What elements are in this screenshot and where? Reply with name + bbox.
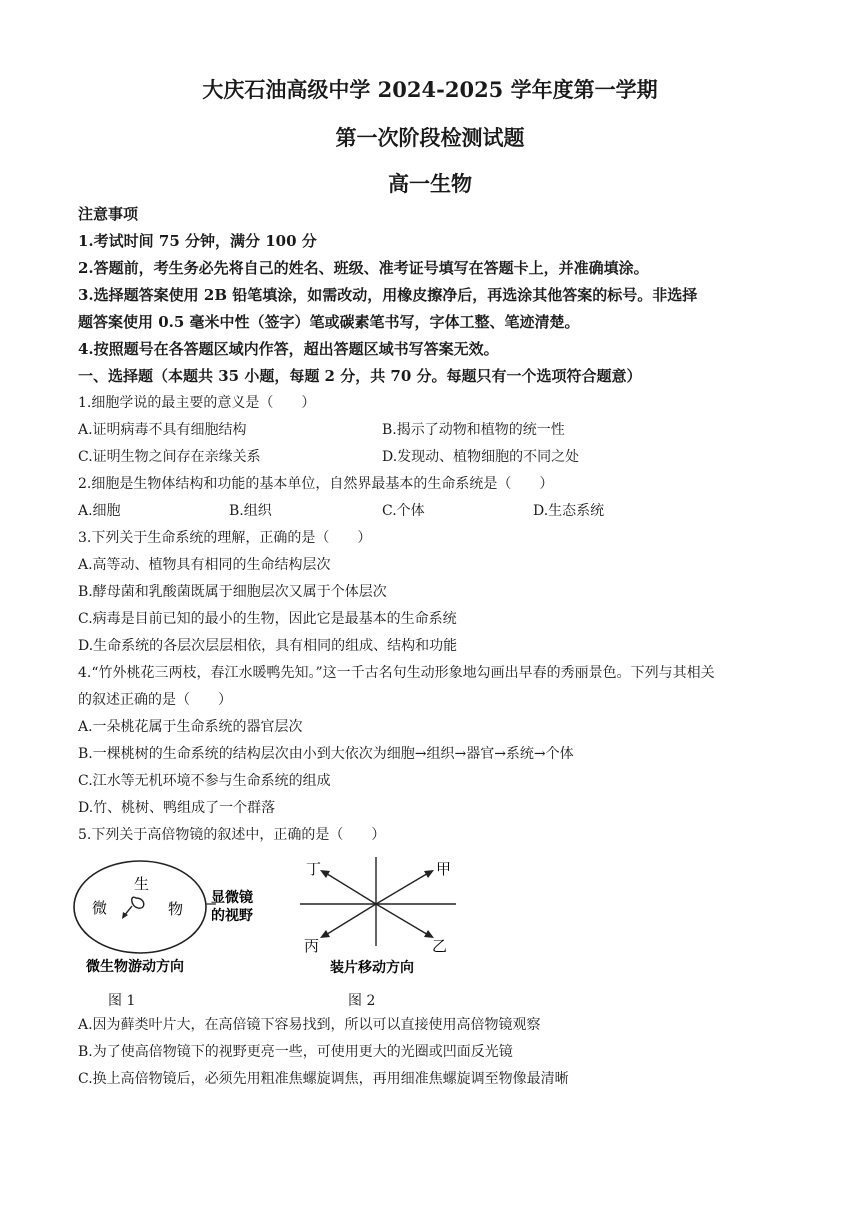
microorganism-shape xyxy=(132,897,144,908)
fig1-caption: 微生物游动方向 xyxy=(86,959,184,975)
arrow-bing xyxy=(324,904,376,936)
q2-option-a: A.细胞 xyxy=(78,503,121,519)
label-yi: 乙 xyxy=(432,937,448,955)
note-item: 题答案使用 0.5 毫米中性（签字）笔或碳素笔书写，字体工整、笔迹清楚。 xyxy=(78,313,580,331)
q1-option-a: A.证明病毒不具有细胞结构 xyxy=(78,422,247,438)
q4-option-c: C.江水等无机环境不参与生命系统的组成 xyxy=(78,773,331,789)
label-ding: 丁 xyxy=(306,860,322,878)
question-3-stem: 3.下列关于生命系统的理解，正确的是（ ） xyxy=(78,530,372,546)
note-item: 2.答题前，考生务必先将自己的姓名、班级、准考证号填写在答题卡上，并准确填涂。 xyxy=(78,259,649,277)
arrow-jia xyxy=(376,872,430,904)
figure-1-label: 图 1 xyxy=(108,993,136,1009)
figure-2-label: 图 2 xyxy=(348,993,376,1009)
figure-2-slide-direction xyxy=(290,852,470,978)
fig1-char-3: 物 xyxy=(168,900,184,918)
fig1-side-label-1: 显微镜 xyxy=(211,890,253,906)
exam-subtitle: 第一次阶段检测试题 xyxy=(335,125,525,150)
fig1-side-label-2: 的视野 xyxy=(211,908,253,924)
q5-option-c: C.换上高倍物镜后，必须先用粗准焦螺旋调焦，再用细准焦螺旋调至物像最清晰 xyxy=(78,1071,569,1087)
arrow-ding xyxy=(324,872,376,904)
note-item: 3.选择题答案使用 2B 铅笔填涂，如需改动，用橡皮擦净后，再选涂其他答案的标号。非选择 xyxy=(78,286,698,304)
fig1-char-2: 微 xyxy=(92,899,108,917)
q1-option-d: D.发现动、植物细胞的不同之处 xyxy=(382,449,580,465)
arrow-yi xyxy=(376,904,430,936)
notes-heading: 注意事项 xyxy=(78,205,139,223)
question-5-stem: 5.下列关于高倍物镜的叙述中，正确的是（ ） xyxy=(78,827,386,843)
q1-option-b: B.揭示了动物和植物的统一性 xyxy=(382,422,565,438)
label-bing: 丙 xyxy=(304,937,320,955)
q3-option-d: D.生命系统的各层次层层相依，具有相同的组成、结构和功能 xyxy=(78,638,458,654)
figure-1-microscope-field xyxy=(70,858,270,978)
q4-option-a: A.一朵桃花属于生命系统的器官层次 xyxy=(78,719,303,735)
question-1-stem: 1.细胞学说的最主要的意义是（ ） xyxy=(78,395,316,411)
q5-option-b: B.为了使高倍物镜下的视野更亮一些，可使用更大的光圈或凹面反光镜 xyxy=(78,1044,513,1060)
fig1-char-1: 生 xyxy=(134,875,150,893)
label-jia: 甲 xyxy=(436,860,452,878)
q3-option-a: A.高等动、植物具有相同的生命结构层次 xyxy=(78,557,331,573)
note-item: 1.考试时间 75 分钟，满分 100 分 xyxy=(78,232,317,250)
exam-title: 大庆石油高级中学 2024-2025 学年度第一学期 xyxy=(202,77,658,102)
question-4-stem: 4.“竹外桃花三两枝，春江水暖鸭先知。”这一千古名句生动形象地勾画出早春的秀丽景色。下列与其相关 xyxy=(78,665,715,681)
q1-option-c: C.证明生物之间存在亲缘关系 xyxy=(78,449,261,465)
q3-option-b: B.酵母菌和乳酸菌既属于细胞层次又属于个体层次 xyxy=(78,584,387,600)
section-heading: 一、选择题（本题共 35 小题，每题 2 分，共 70 分。每题只有一个选项符合题意） xyxy=(78,367,642,385)
q4-option-b: B.一棵桃树的生命系统的结构层次由小到大依次为细胞→组织→器官→系统→个体 xyxy=(78,746,574,762)
fig2-caption: 装片移动方向 xyxy=(330,960,414,976)
question-4-stem-cont: 的叙述正确的是（ ） xyxy=(78,692,232,708)
q2-option-d: D.生态系统 xyxy=(533,503,605,519)
question-2-stem: 2.细胞是生物体结构和功能的基本单位，自然界最基本的生命系统是（ ） xyxy=(78,476,554,492)
q2-option-c: C.个体 xyxy=(382,503,425,519)
q5-option-a: A.因为藓类叶片大，在高倍镜下容易找到，所以可以直接使用高倍物镜观察 xyxy=(78,1017,541,1033)
subject-title: 高一生物 xyxy=(388,171,472,196)
q2-option-b: B.组织 xyxy=(229,503,272,519)
q4-option-d: D.竹、桃树、鸭组成了一个群落 xyxy=(78,800,276,816)
q3-option-c: C.病毒是目前已知的最小的生物，因此它是最基本的生命系统 xyxy=(78,611,457,627)
note-item: 4.按照题号在各答题区域内作答，超出答题区域书写答案无效。 xyxy=(78,340,499,358)
